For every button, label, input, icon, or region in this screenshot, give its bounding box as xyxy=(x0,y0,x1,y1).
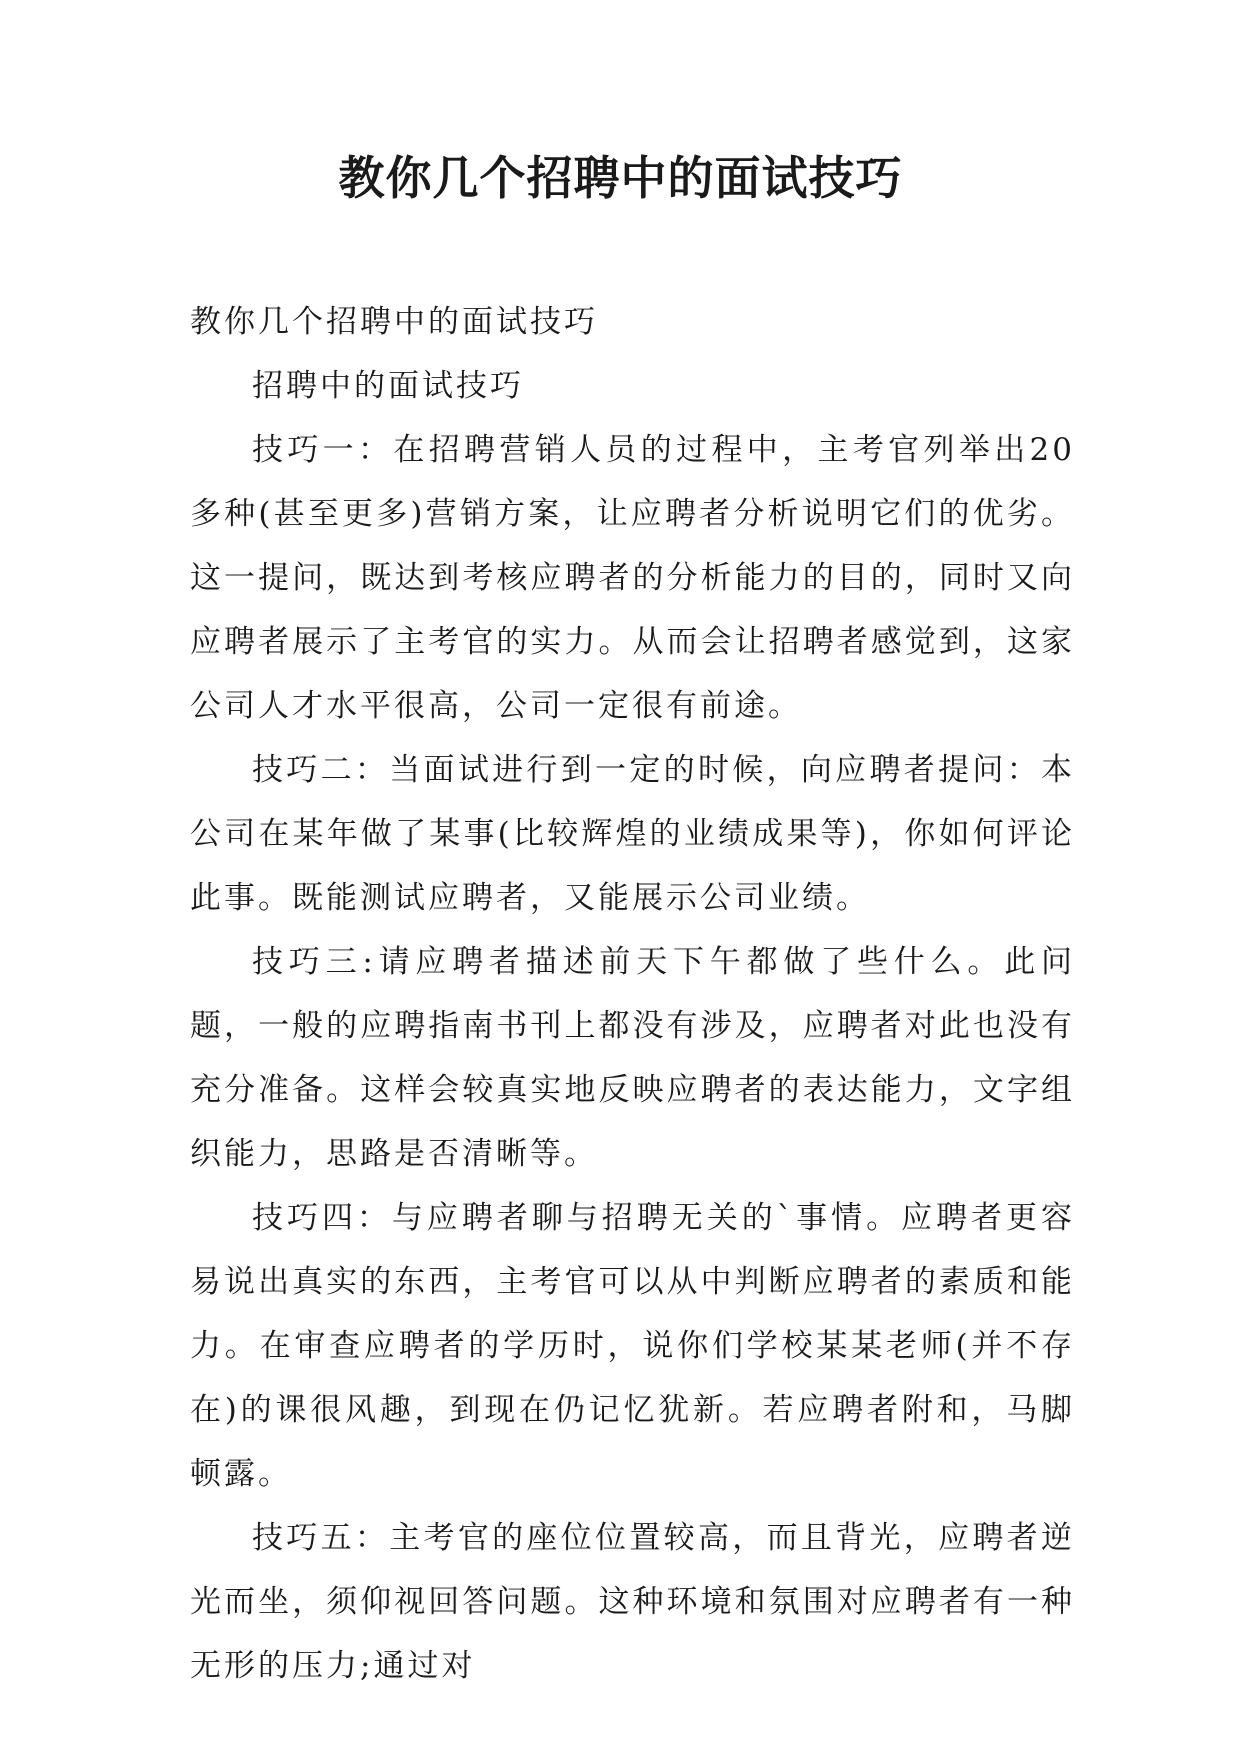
tip-one-paragraph: 技巧一：在招聘营销人员的过程中，主考官列举出20多种(甚至更多)营销方案，让应聘者分析说明它们的优劣。这一提问，既达到考核应聘者的分析能力的目的，同时又向应聘者展示了主考官的实力。从而会让招聘者感觉到，这家公司人才水平很高，公司一定很有前途。 xyxy=(190,432,1075,724)
section-heading: 招聘中的面试技巧 xyxy=(252,368,524,404)
tip-four-paragraph: 技巧四：与应聘者聊与招聘无关的`事情。应聘者更容易说出真实的东西，主考官可以从中判断应聘者的素质和能力。在审查应聘者的学历时，说你们学校某某老师(并不存在)的课很风趣，到现在仍记忆犹新。若应聘者附和，马脚顿露。 xyxy=(190,1200,1075,1492)
tip-three-paragraph: 技巧三:请应聘者描述前天下午都做了些什么。此问题，一般的应聘指南书刊上都没有涉及，应聘者对此也没有充分准备。这样会较真实地反映应聘者的表达能力，文字组织能力，思路是否清晰等。 xyxy=(190,944,1075,1172)
tip-five-paragraph: 技巧五：主考官的座位位置较高，而且背光，应聘者逆光而坐，须仰视回答问题。这种环境和氛围对应聘者有一种无形的压力;通过对 xyxy=(190,1520,1075,1684)
tip-two-paragraph: 技巧二：当面试进行到一定的时候，向应聘者提问：本公司在某年做了某事(比较辉煌的业绩成果等)，你如何评论此事。既能测试应聘者，又能展示公司业绩。 xyxy=(190,752,1075,916)
document-title: 教你几个招聘中的面试技巧 xyxy=(338,151,903,205)
intro-heading: 教你几个招聘中的面试技巧 xyxy=(190,304,598,340)
document-body xyxy=(190,290,1075,1698)
